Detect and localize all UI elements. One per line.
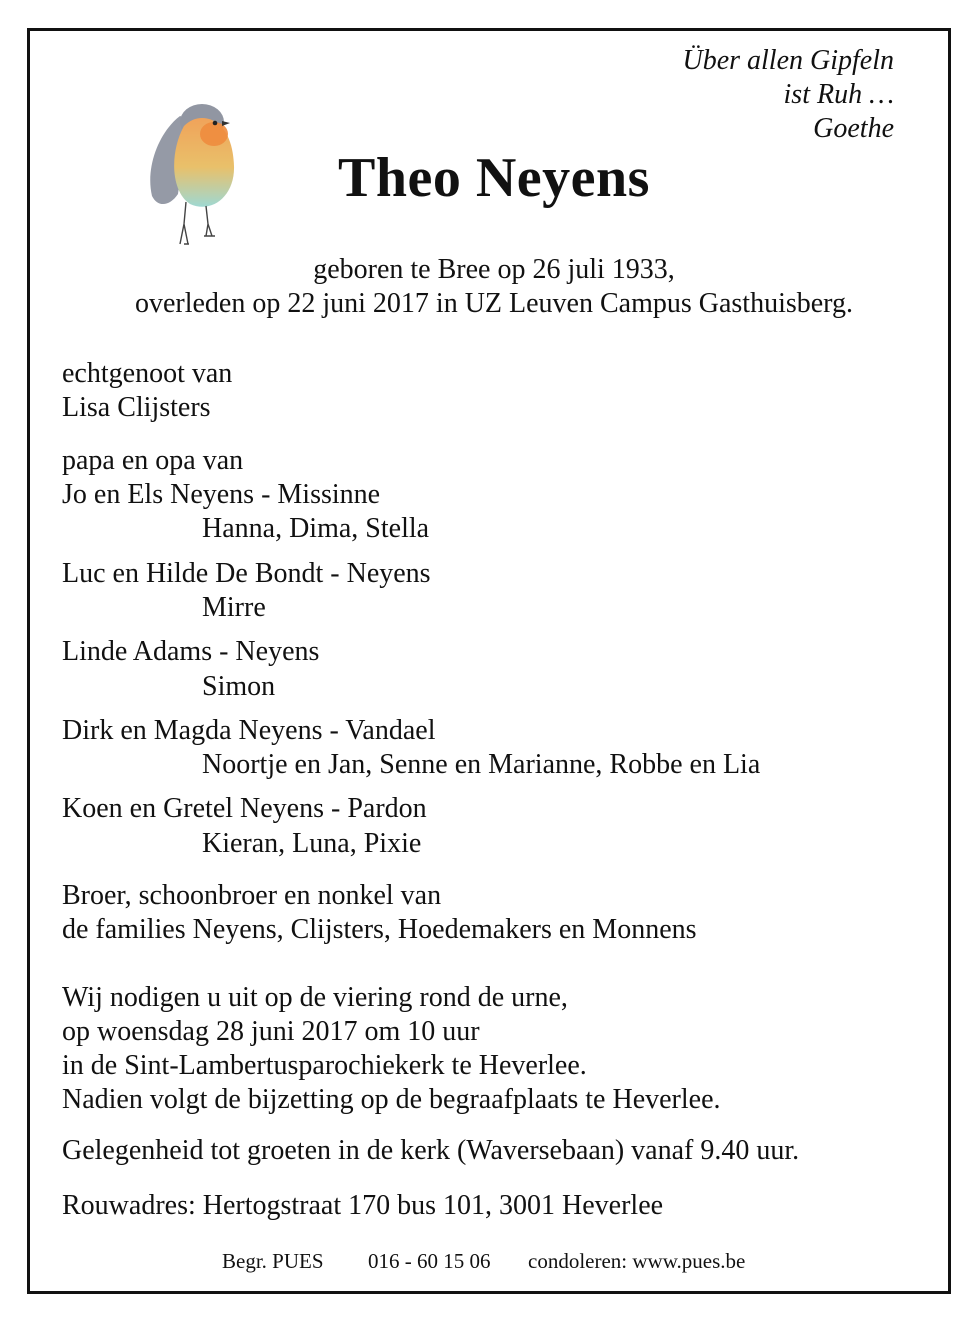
child-parents: Jo en Els Neyens - Missinne: [62, 479, 381, 510]
ceremony-line-4: Nadien volgt de bijzetting op de begraafplaats te Heverlee.: [62, 1084, 721, 1115]
grandchildren: Noortje en Jan, Senne en Marianne, Robbe en Lia: [202, 749, 761, 780]
quote-line-2: ist Ruh …: [783, 79, 894, 110]
grandchildren: Kieran, Luna, Pixie: [202, 828, 422, 859]
mourning-address: Rouwadres: Hertogstraat 170 bus 101, 3001 Heverlee: [62, 1190, 664, 1221]
child-parents: Luc en Hilde De Bondt - Neyens: [62, 558, 431, 589]
ceremony-line-1: Wij nodigen u uit op de viering rond de urne,: [62, 982, 568, 1013]
child-parents: Dirk en Magda Neyens - Vandael: [62, 715, 436, 746]
ceremony-line-2: op woensdag 28 juni 2017 om 10 uur: [62, 1016, 480, 1047]
spouse-intro: echtgenoot van: [62, 358, 233, 389]
grandchildren: Simon: [202, 671, 276, 702]
death-line: overleden op 22 juni 2017 in UZ Leuven Campus Gasthuisberg.: [134, 288, 854, 319]
birth-line: geboren te Bree op 26 juli 1933,: [313, 254, 675, 285]
family-intro: papa en opa van: [62, 445, 244, 476]
quote-line-1: Über allen Gipfeln: [682, 45, 894, 76]
quote-author: Goethe: [813, 113, 894, 144]
condolences-link[interactable]: condoleren: www.pues.be: [528, 1249, 746, 1273]
undertaker: Begr. PUES: [222, 1249, 324, 1273]
grandchildren: Mirre: [202, 592, 266, 623]
spouse-name: Lisa Clijsters: [62, 392, 211, 423]
undertaker-phone: 016 - 60 15 06: [368, 1249, 491, 1273]
child-parents: Linde Adams - Neyens: [62, 636, 320, 667]
deceased-name: Theo Neyens: [338, 147, 650, 209]
siblings-line-1: Broer, schoonbroer en nonkel van: [62, 880, 442, 911]
grandchildren: Hanna, Dima, Stella: [202, 513, 430, 544]
child-parents: Koen en Gretel Neyens - Pardon: [62, 793, 427, 824]
siblings-line-2: de families Neyens, Clijsters, Hoedemakers en Monnens: [62, 914, 697, 945]
ceremony-line-3: in de Sint-Lambertusparochiekerk te Heverlee.: [62, 1050, 587, 1081]
greeting-info: Gelegenheid tot groeten in de kerk (Waversebaan) vanaf 9.40 uur.: [62, 1135, 800, 1166]
